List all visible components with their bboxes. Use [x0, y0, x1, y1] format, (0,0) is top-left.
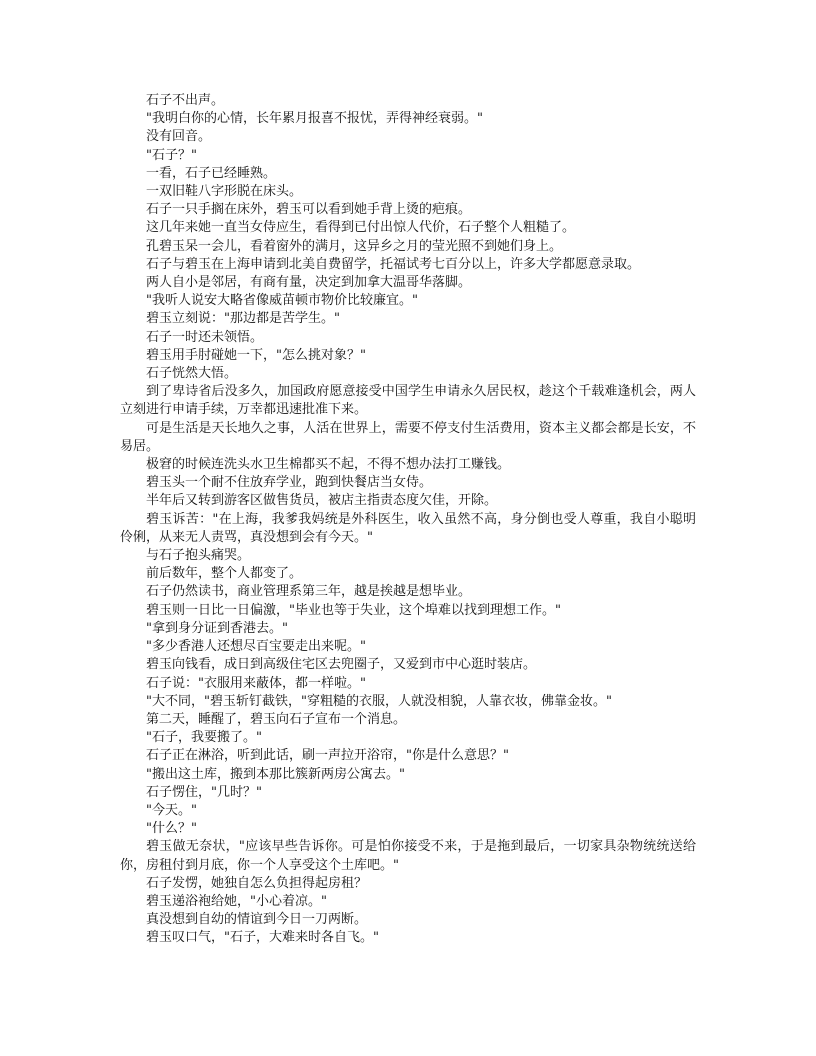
paragraph: 没有回音。 — [146, 129, 212, 145]
paragraph: 极窘的时候连洗头水卫生棉都买不起，不得不想办法打工赚钱。 — [146, 457, 511, 473]
paragraph: "多少香港人还想尽百宝要走出来呢。" — [146, 639, 366, 655]
paragraph: "我明白你的心情，长年累月报喜不报忧，弄得神经衰弱。" — [146, 111, 483, 127]
paragraph: 石子说："衣服用来蔽体，都一样啦。" — [146, 675, 366, 691]
paragraph: 真没想到自幼的情谊到今日一刀两断。 — [146, 912, 368, 928]
paragraph: "搬出这土库，搬到本那比簇新两房公寓去。" — [146, 766, 405, 782]
paragraph: "拿到身分证到香港去。" — [146, 620, 288, 636]
paragraph: 碧玉立刻说："那边都是苦学生。" — [146, 311, 340, 327]
paragraph: "什么？" — [146, 821, 197, 837]
paragraph: 碧玉递浴袍给她，"小心着凉。" — [146, 893, 327, 909]
paragraph: 这几年来她一直当女侍应生，看得到已付出惊人代价，石子整个人粗糙了。 — [146, 220, 576, 236]
paragraph: 碧玉则一日比一日偏激，"毕业也等于失业，这个埠难以找到理想工作。" — [146, 602, 561, 618]
paragraph: 碧玉向钱看，成日到高级住宅区去兜圈子，又爱到市中心逛时装店。 — [146, 657, 537, 673]
paragraph: 碧玉做无奈状，"应该早些告诉你。可是怕你接受不来，于是拖到最后，一切家具杂物统统送给你，房租付到月底，你一个人享受这个土库吧。" — [120, 839, 696, 873]
paragraph: 可是生活是天长地久之事，人活在世界上，需要不停支付生活费用，资本主义都会都是长安，不易居。 — [120, 420, 696, 454]
paragraph: 石子正在淋浴，听到此话，刷一声拉开浴帘，"你是什么意思？" — [146, 748, 509, 764]
paragraph: 碧玉头一个耐不住放弃学业，跑到快餐店当女侍。 — [146, 475, 433, 491]
paragraph: 石子一只手搁在床外，碧玉可以看到她手背上烫的疤痕。 — [146, 202, 472, 218]
paragraph: 孔碧玉呆一会儿，看着窗外的满月，这异乡之月的莹光照不到她们身上。 — [146, 238, 563, 254]
paragraph: 一看，石子已经睡熟。 — [146, 165, 277, 181]
paragraph: 石子发愣，她独自怎么负担得起房租？ — [146, 875, 368, 891]
paragraph: "我听人说安大略省像威苗顿市物价比较廉宜。" — [146, 293, 418, 309]
paragraph: 石子恍然大悟。 — [146, 366, 238, 382]
paragraph: 碧玉诉苦："在上海，我爹我妈统是外科医生，收入虽然不高，身分倒也受人尊重，我自小聪明伶俐，从来无人责骂，真没想到会有今天。" — [120, 511, 696, 545]
paragraph: "石子？" — [146, 147, 197, 163]
paragraph: 前后数年，整个人都变了。 — [146, 566, 303, 582]
paragraph: 石子愣住，"几时？" — [146, 784, 262, 800]
paragraph: "今天。" — [146, 802, 197, 818]
paragraph: 石子一时还未领悟。 — [146, 329, 264, 345]
paragraph: 与石子抱头痛哭。 — [146, 548, 251, 564]
paragraph: 石子仍然读书，商业管理系第三年，越是挨越是想毕业。 — [146, 584, 472, 600]
paragraph: 一双旧鞋八字形脱在床头。 — [146, 184, 303, 200]
document-page — [120, 92, 696, 948]
paragraph: 碧玉叹口气，"石子，大难来时各自飞。" — [146, 930, 379, 946]
paragraph: 第二天，睡醒了，碧玉向石子宣布一个消息。 — [146, 711, 407, 727]
paragraph: "大不同，"碧玉斩钉截铁，"穿粗糙的衣服，人就没相貌，人靠衣妆，佛靠金妆。" — [146, 693, 612, 709]
paragraph: 碧玉用手肘碰她一下，"怎么挑对象？" — [146, 347, 366, 363]
paragraph: 到了卑诗省后没多久，加国政府愿意接受中国学生申请永久居民权，趁这个千载难逢机会，两人立刻进行申请手续，万幸都迅速批准下来。 — [120, 384, 696, 418]
paragraph: "石子，我要搬了。" — [146, 730, 262, 746]
paragraph: 半年后又转到游客区做售货员，被店主指责态度欠佳，开除。 — [146, 493, 498, 509]
paragraph: 两人自小是邻居，有商有量，决定到加拿大温哥华落脚。 — [146, 275, 472, 291]
paragraph: 石子不出声。 — [146, 93, 225, 108]
paragraph: 石子与碧玉在上海申请到北美自费留学，托福试考七百分以上，许多大学都愿意录取。 — [146, 256, 641, 272]
